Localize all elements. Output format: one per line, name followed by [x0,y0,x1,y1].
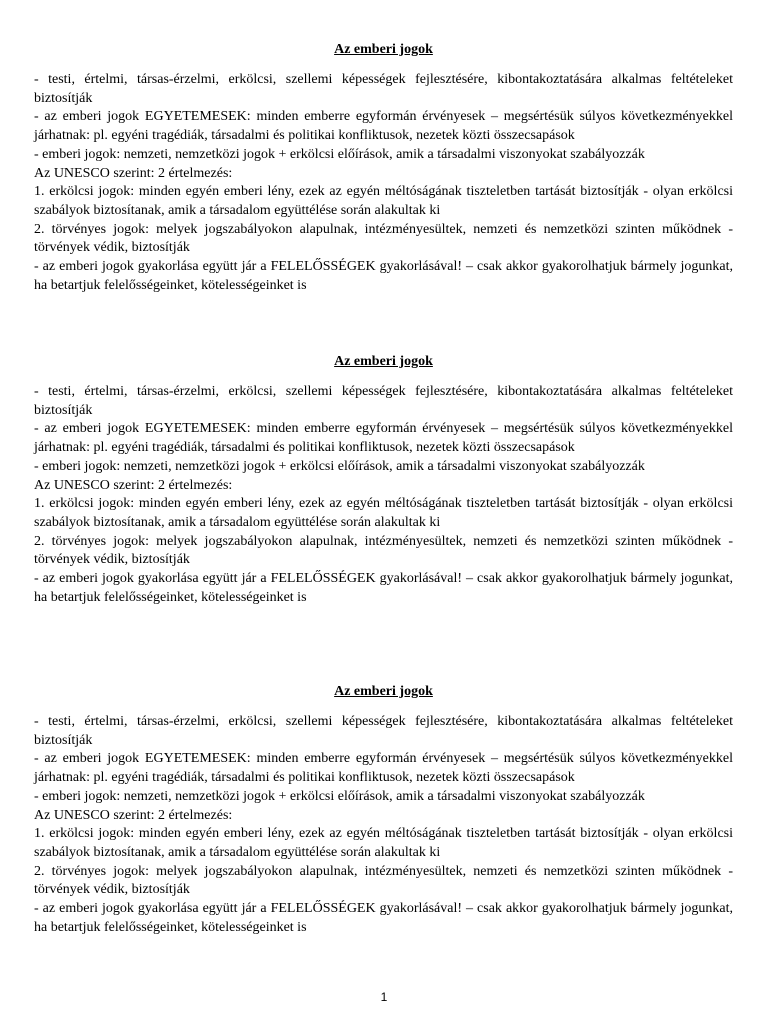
paragraph: 2. törvényes jogok: melyek jogszabályokon alapulnak, intézményesültek, nemzeti és nemzetközi szinten működnek - törvények védik, biztosítják [34,863,733,898]
paragraph: - az emberi jogok EGYETEMESEK: minden emberre egyformán érvényesek – megsértésük súlyos következményekkel járhatnak: pl. egyéni tragédiák, társadalmi és politikai konfliktusok, nezetek közti összecsapások [34,751,733,786]
paragraph: 1. erkölcsi jogok: minden egyén emberi lény, ezek az egyén méltóságának tiszteletben tartását biztosítják - olyan erkölcsi szabályok biztosítanak, amik a társadalom együttélése során alakultak ki [34,496,733,530]
paragraph: 2. törvényes jogok: melyek jogszabályokon alapulnak, intézményesültek, nemzeti és nemzetközi szinten működnek - törvények védik, biztosítják [34,221,733,256]
paragraph: - testi, értelmi, társas-érzelmi, erkölcsi, szellemi képességek fejlesztésére, kibontakoztatására alkalmas feltételeket biztosítják [34,384,733,418]
paragraph: - az emberi jogok gyakorlása együtt jár a FELELŐSSÉGEK gyakorlásával! – csak akkor gyakorolhatjuk bármely jogunkat, ha betartjuk felelősségeinket, kötelességeinket is [34,259,733,293]
paragraph: - az emberi jogok gyakorlása együtt jár a FELELŐSSÉGEK gyakorlásával! – csak akkor gyakorolhatjuk bármely jogunkat, ha betartjuk felelősségeinket, kötelességeinket is [34,901,733,935]
paragraph: Az UNESCO szerint: 2 értelmezés: [34,165,233,181]
paragraph: - az emberi jogok gyakorlása együtt jár a FELELŐSSÉGEK gyakorlásával! – csak akkor gyakorolhatjuk bármely jogunkat, ha betartjuk felelősségeinket, kötelességeinket is [34,571,733,605]
paragraph: 1. erkölcsi jogok: minden egyén emberi lény, ezek az egyén méltóságának tiszteletben tartását biztosítják - olyan erkölcsi szabályok biztosítanak, amik a társadalom együttélése során alakultak ki [34,826,733,860]
document-section [34,353,733,607]
section-title: Az emberi jogok [334,684,433,699]
page-number: 1 [380,990,388,1004]
paragraph: - emberi jogok: nemzeti, nemzetközi jogok + erkölcsi előírások, amik a társadalmi viszonyokat szabályozzák [34,458,645,474]
paragraph: - emberi jogok: nemzeti, nemzetközi jogok + erkölcsi előírások, amik a társadalmi viszonyokat szabályozzák [34,788,645,804]
paragraph: - emberi jogok: nemzeti, nemzetközi jogok + erkölcsi előírások, amik a társadalmi viszonyokat szabályozzák [34,146,645,162]
section-title: Az emberi jogok [334,354,433,369]
paragraph: - testi, értelmi, társas-érzelmi, erkölcsi, szellemi képességek fejlesztésére, kibontakoztatására alkalmas feltételeket biztosítják [34,714,733,748]
document-section [34,41,733,295]
paragraph: - az emberi jogok EGYETEMESEK: minden emberre egyformán érvényesek – megsértésük súlyos következményekkel járhatnak: pl. egyéni tragédiák, társadalmi és politikai konfliktusok, nezetek közti összecsapások [34,421,733,456]
section-title: Az emberi jogok [334,42,433,57]
document-section [34,683,733,937]
paragraph: Az UNESCO szerint: 2 értelmezés: [34,477,233,493]
paragraph: - az emberi jogok EGYETEMESEK: minden emberre egyformán érvényesek – megsértésük súlyos következményekkel járhatnak: pl. egyéni tragédiák, társadalmi és politikai konfliktusok, nezetek közti összecsapások [34,109,733,144]
paragraph: Az UNESCO szerint: 2 értelmezés: [34,807,233,823]
paragraph: 2. törvényes jogok: melyek jogszabályokon alapulnak, intézményesültek, nemzeti és nemzetközi szinten működnek - törvények védik, biztosítják [34,533,733,568]
paragraph: 1. erkölcsi jogok: minden egyén emberi lény, ezek az egyén méltóságának tiszteletben tartását biztosítják - olyan erkölcsi szabályok biztosítanak, amik a társadalom együttélése során alakultak ki [34,184,733,218]
paragraph: - testi, értelmi, társas-érzelmi, erkölcsi, szellemi képességek fejlesztésére, kibontakoztatására alkalmas feltételeket biztosítják [34,72,733,106]
